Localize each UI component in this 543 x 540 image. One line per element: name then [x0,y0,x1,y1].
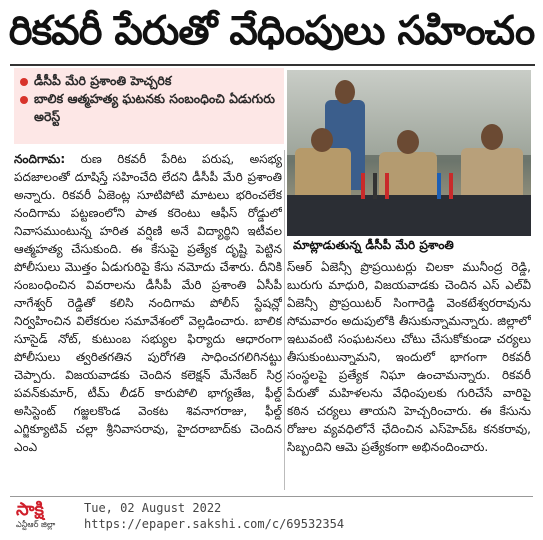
photo-caption: మాట్లాడుతున్న డీసీపీ మేరి ప్రశాంతి [287,236,531,254]
edition-label: ఎన్టీఆర్ జిల్లా [16,520,56,529]
photo-table [287,195,531,236]
microphone-icon [385,173,389,199]
sakshi-logo [16,501,74,535]
photo-head [397,130,419,154]
highlight-item [20,72,278,90]
publish-date: Tue, 02 August 2022 [84,501,222,515]
headline-rule [10,64,535,66]
microphone-icon [361,173,365,199]
microphone-icon [449,173,453,199]
logo-text: సాక్షి [16,499,44,520]
article-column-left [14,150,282,492]
photo-head [481,124,503,150]
headline: రికవరీ పేరుతో వేధింపులు సహించం [8,8,535,54]
microphone-icon [373,173,377,199]
photo-head [311,128,333,152]
photo-head [335,80,355,104]
highlight-text: బాలిక ఆత్మహత్య ఘటనకు సంబంధించి ఏడుగురు అరెస్ట్ [34,91,275,124]
article-body-left: రుణ రికవరీ పేరిట పరుష, అసభ్య పదజాలంతో దూషిస్తే సహించేది లేదని డీసీపీ మేరి ప్రశాంతి అన్నారు. రికవరీ ఏజెంట్ల సూటిపోటి మాటలు భరించలేక నందిగామ పట్టణంలోని పాత కరెంటు ఆఫీస్ రోడ్డులో నివాసముంటున్న హరిత వర్షిణి అనే విద్యార్థిని ఇటీవల ఆత్మహత్య చేసుకుంది. ఈ కేసుపై ప్రత్యేక దృష్టి పెట్టిన పోలీసులు మొత్తం ఏడుగురిపై కేసు నమోదు చేశారు. దీనికి సంబంధించిన వివరాలను డీసీపీ మేరి ప్రశాంతి ఏసీపీ నాగేశ్వర్ రెడ్డితో కలిసి నందిగామ పోలీస్ స్టేషన్లో నిర్వహించిన విలేకరుల సమావేశంలో వెల్లడించారు. బాలిక సూసైడ్ నోట్, కుటుంబ సభ్యుల ఫిర్యాదు ఆధారంగా పోలీసులు త్వరితగతిన పురోగతి సాధించగలిగినట్టు చెప్పారు. విజయవాడకు చెందిన కలెక్షన్ మేనేజర్ సిర్ర పవన్‌కుమార్, టీమ్ లీడర్ కారుపోలి భాగ్యతేజ, ఫీల్డ్ అసిస్టెంట్ గజ్జలకొండ వెంకట శివనాగరాజు, ఫీల్డ్ ఎగ్జిక్యూటివ్ చల్లా శ్రీనివాసరావు, హైదరాబాద్‌కు చెందిన ఎంఎ [14,152,282,454]
column-divider [284,150,285,490]
microphone-icon [437,173,441,199]
press-meet-photo [287,70,531,236]
highlight-text: డీసీపీ మేరి ప్రశాంతి హెచ్చరిక [34,73,172,88]
article-column-right [287,258,531,492]
dateline: నందిగామ: [14,152,66,166]
highlight-item [20,90,278,126]
article-body-right: స్‌ఆర్ ఏజెన్సీ ప్రొప్రయిటర్లు చిలకా మునీంద్ర రెడ్డి, బురుగు మాధురి, విజయవాడకు చెందిన ఎస్ ఎల్‌వీ ఏజెన్సీ ప్రొప్రయిటర్ సింగారెడ్డి వెంకటేశ్వరరావును సోమవారం అదుపులోకి తీసుకున్నామన్నారు. జిల్లాలో ఇటువంటి సంఘటనలు చోటు చేసుకోకుండా చర్యలు తీసుకుంటున్నామని, ఇందులో భాగంగా రికవరీ సంస్థలపై ప్రత్యేక నిఘా ఉంచామన్నారు. రికవరీ పేరుతో మహిళలను వేధింపులకు గురిచేసే వారిపై కఠిన చర్యలు తాయని హెచ్చరించారు. ఈ కేసును రోజుల వ్యవధిలోనే ఛేదించిన ఎస్‌హెచ్‌ఓ కనకరావు, సిబ్బందిని ఆమె ప్రత్యేకంగా అభినందించారు. [287,260,531,454]
epaper-link[interactable]: https://epaper.sakshi.com/c/69532354 [84,517,345,531]
bullet-icon [20,96,28,104]
highlights-box [14,68,284,144]
bullet-icon [20,78,28,86]
footer [10,496,533,537]
